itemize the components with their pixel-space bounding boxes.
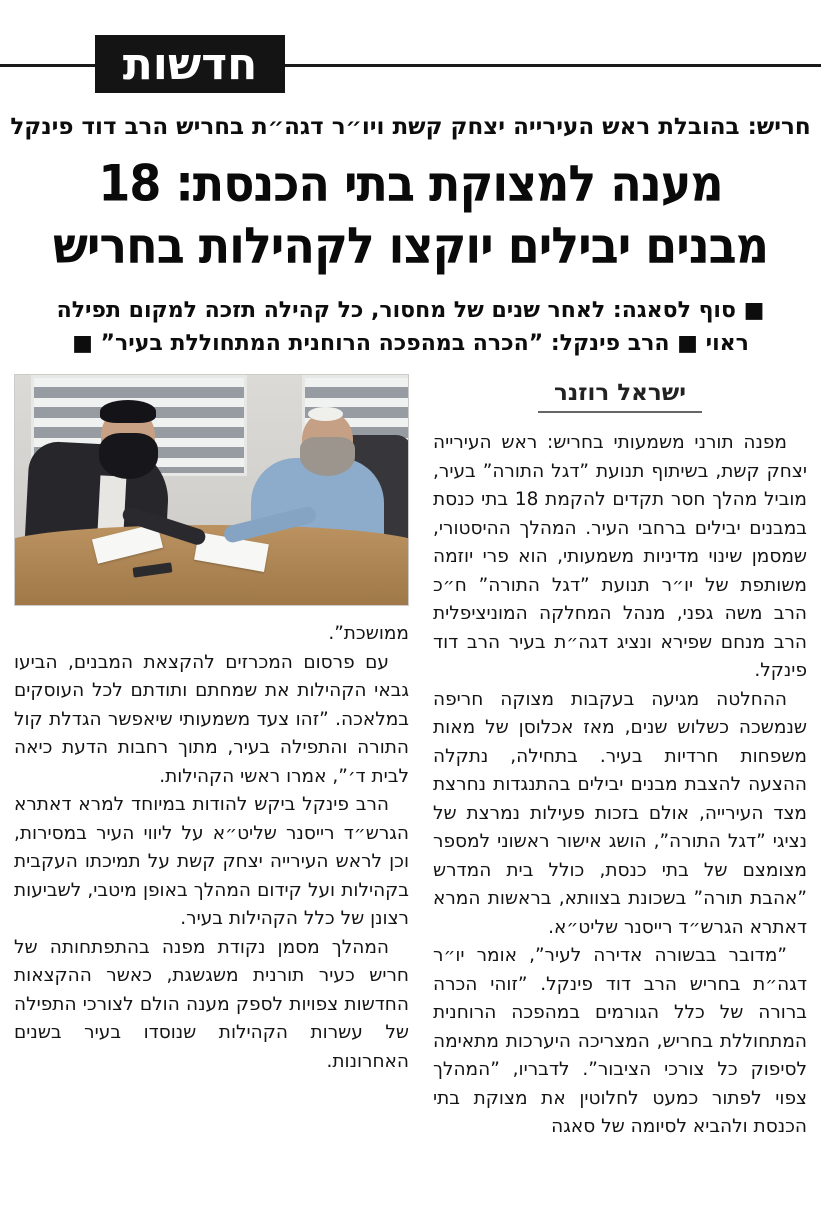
article-body (0, 360, 821, 1142)
person-left-hair (100, 400, 156, 423)
headline-line-2: מבנים יבילים יוקצו לקהילות בחריש (52, 215, 769, 275)
headline-line-1: מענה למצוקת בתי הכנסת: 18 (98, 153, 723, 213)
section-title-box (95, 35, 285, 93)
person-right-kippah (308, 407, 343, 421)
subheadline-line-1: ■ סוף לסאגה: לאחר שנים של מחסור, כל קהילה תזכה למקום תפילה (56, 298, 765, 323)
person-left-shirt (98, 476, 126, 532)
article-photo (14, 374, 409, 606)
paragraph-right-1: מפנה תורני משמעותי בחריש: ראש העירייה יצחק קשת, בשיתוף תנועת ”דגל התורה” בעיר, מוביל מהלך חסר תקדים להקמת 18 בתי כנסת במבנים יבילים ברחבי העיר. המהלך ההיסטורי, שמסמן שינוי מדיניות משמעותי, הוא פרי יוזמה משותפת של יו״ר תנועת ”דגל התורה” ח״כ הרב משה גפני, מנהל המחלקה המוניציפלית הרב מנחם שפירא ונציג דגה״ת בעיר הרב דוד פינקל. (433, 432, 807, 681)
paragraph-left-4: המהלך מסמן נקודת מפנה בהתפתחותה של חריש כעיר תורנית משגשגת, כאשר ההקצאות החדשות צפויות לספק מענה הולם לצורכי התפילה של עשרות הקהילות שנוסדו בעיר בשנים האחרונות. (14, 936, 409, 1072)
paragraph-right-2: ההחלטה מגיעה בעקבות מצוקה חריפה שנמשכה כשלוש שנים, מאז אכלוסן של מאות משפחות חרדיות בעיר. בתחילה, נתקלה ההצעה להצבת מבנים יבילים בהתנגדות נחרצת מצד העירייה, אולם בזכות פעילות נמרצת של נציגי ”דגל התורה”, הושג אישור ראשוני למספר מצומצם של בתי כנסת, כולל בית המדרש ”אהבת תורה” בשכונת בצוותא, בראשות המרא דאתרא הגרש״ד רייסנר שליט״א. (433, 688, 807, 938)
person-left-beard (99, 433, 158, 479)
subheadline-line-2: ראוי ■ הרב פינקל: ”הכרה במהפכה הרוחנית המתחוללת בעיר” ■ (72, 331, 749, 356)
section-banner (0, 0, 821, 100)
paragraph-left-2: עם פרסום המכרזים להקצאת המבנים, הביעו גבאי הקהילות את שמחתם ותודתם לכל העוסקים במלאכה. ”זהו צעד משמעותי שיאפשר הגדלת קול התורה והתפילה בעיר, מתוך רחבות הדעת כיאה לבית ד׳”, אמרו ראשי הקהילות. (14, 651, 409, 787)
byline: ישראל רוזנר (538, 380, 702, 413)
subheadline (8, 294, 813, 360)
byline-wrap (433, 380, 807, 413)
paragraph-left-3: הרב פינקל ביקש להודות במיוחד למרא דאתרא הגרש״ד רייסנר שליט״א על ליווי העיר במסירות, וכן לראש העירייה יצחק קשת על תמיכתו העקבית בקהילות ועל קידום המהלך באופן מיטבי, לשביעות רצונן של כלל הקהילות בעיר. (14, 794, 409, 929)
paragraph-left-1: ממושכת”. (328, 623, 409, 644)
kicker: חריש: בהובלת ראש העירייה יצחק קשת ויו״ר דגה״ת בחריש הרב דוד פינקל (10, 114, 811, 140)
headline (6, 152, 815, 276)
section-title: חדשות (122, 38, 258, 90)
paragraph-right-3: ”מדובר בבשורה אדירה לעיר”, אומר יו״ר דגה״ת בחריש הרב דוד פינקל. ”זוהי הכרה ברורה של כלל הגורמים במהפכה הרוחנית המתחוללת בחריש, המצריכה היערכות מתאימה לסיפוק כל צורכי הציבור”. לדבריו, ”המהלך צפוי לפתור כמעט לחלוטין את מצוקת בתי הכנסת ולהביא לסיומה של סאגה (433, 945, 807, 1137)
column-right (433, 374, 807, 1142)
person-right-beard (300, 437, 355, 476)
column-left (14, 374, 409, 1142)
